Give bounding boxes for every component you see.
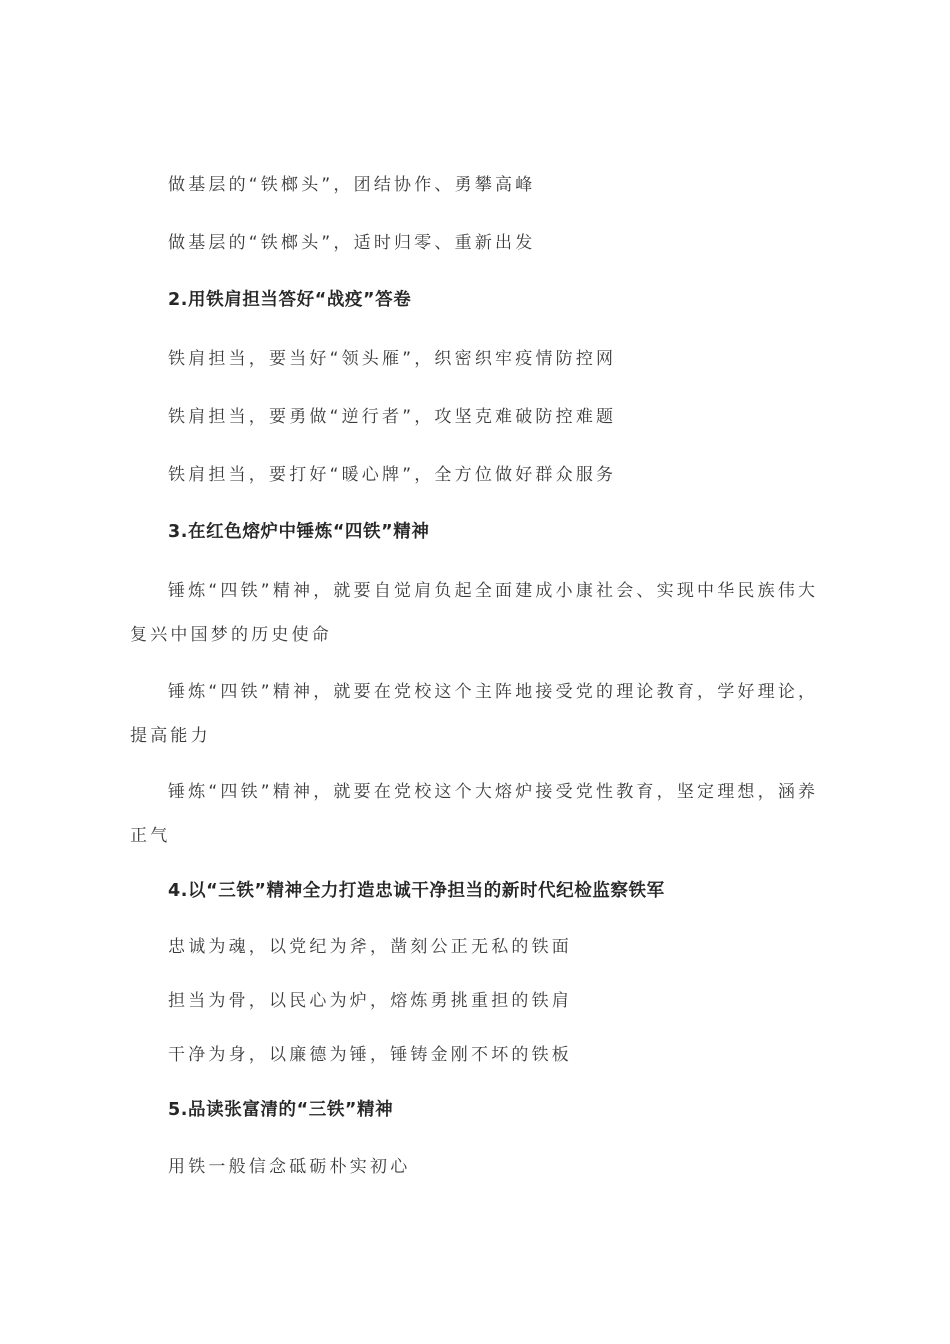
paragraph-line: 锤炼“四铁”精神，就要在党校这个大熔炉接受党性教育，坚定理想，涵养 bbox=[168, 782, 819, 802]
paragraph-line-continued: 正气 bbox=[130, 826, 171, 846]
paragraph-line: 担当为骨，以民心为炉，熔炼勇挑重担的铁肩 bbox=[168, 991, 572, 1011]
paragraph-line: 做基层的“铁榔头”，适时归零、重新出发 bbox=[168, 233, 536, 253]
paragraph-line: 做基层的“铁榔头”，团结协作、勇攀高峰 bbox=[168, 175, 536, 195]
section-heading: 4.以“三铁”精神全力打造忠诚干净担当的新时代纪检监察铁军 bbox=[168, 881, 665, 901]
paragraph-line: 用铁一般信念砥砺朴实初心 bbox=[168, 1157, 411, 1177]
paragraph-line: 忠诚为魂，以党纪为斧，凿刻公正无私的铁面 bbox=[168, 937, 572, 957]
paragraph-line-continued: 提高能力 bbox=[130, 726, 211, 746]
paragraph-line-continued: 复兴中国梦的历史使命 bbox=[130, 625, 332, 645]
section-heading: 3.在红色熔炉中锤炼“四铁”精神 bbox=[168, 522, 430, 542]
section-heading: 5.品读张富清的“三铁”精神 bbox=[168, 1100, 394, 1120]
paragraph-line: 锤炼“四铁”精神，就要在党校这个主阵地接受党的理论教育，学好理论， bbox=[168, 682, 819, 702]
paragraph-line: 铁肩担当，要当好“领头雁”，织密织牢疫情防控网 bbox=[168, 349, 617, 369]
paragraph-line: 锤炼“四铁”精神，就要自觉肩负起全面建成小康社会、实现中华民族伟大 bbox=[168, 581, 819, 601]
section-heading: 2.用铁肩担当答好“战疫”答卷 bbox=[168, 290, 412, 310]
paragraph-line: 干净为身，以廉德为锤，锤铸金刚不坏的铁板 bbox=[168, 1045, 572, 1065]
paragraph-line: 铁肩担当，要勇做“逆行者”，攻坚克难破防控难题 bbox=[168, 407, 617, 427]
paragraph-line: 铁肩担当，要打好“暖心牌”，全方位做好群众服务 bbox=[168, 465, 617, 485]
